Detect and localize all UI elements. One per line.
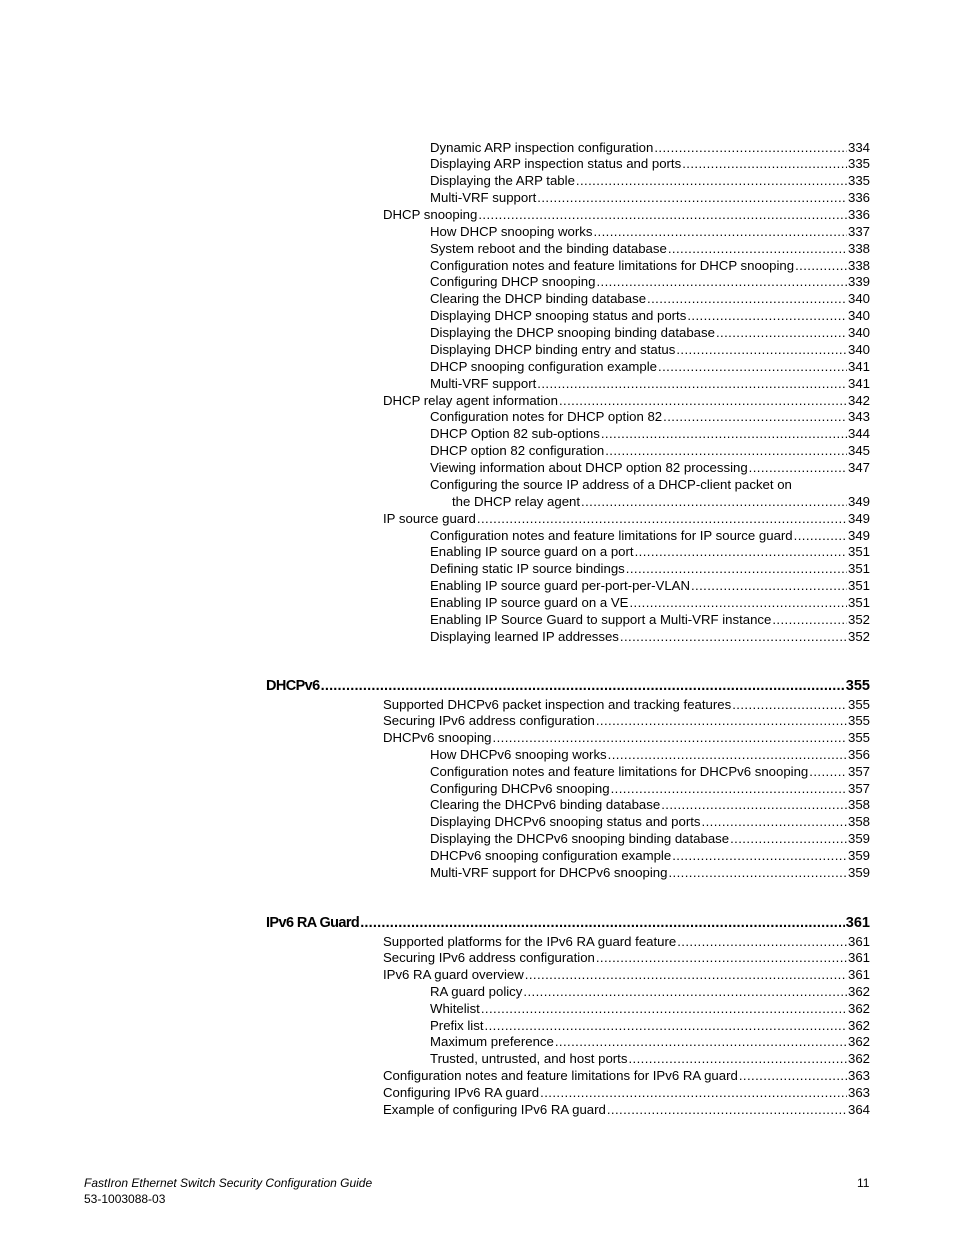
entry-page: 359 xyxy=(847,831,870,847)
toc-entry[interactable] xyxy=(430,864,870,881)
toc-entry[interactable] xyxy=(430,611,870,628)
toc-entry[interactable] xyxy=(430,763,870,780)
dot-leader xyxy=(749,459,847,476)
entry-title: Configuration notes and feature limitations for IPv6 RA guard xyxy=(383,1067,738,1083)
entry-title: Configuration notes and feature limitations for DHCP snooping xyxy=(430,257,795,273)
entry-title: Displaying the DHCPv6 snooping binding database xyxy=(430,831,730,847)
entry-page: 362 xyxy=(847,1051,870,1067)
entry-title: Displaying DHCP snooping status and ports xyxy=(430,308,687,324)
dot-leader xyxy=(607,1101,847,1118)
entry-title: Trusted, untrusted, and host ports xyxy=(430,1051,628,1067)
toc-entry[interactable] xyxy=(430,780,870,797)
entry-page: 361 xyxy=(847,950,870,966)
entry-page: 336 xyxy=(847,206,870,222)
footer-page-number: 11 xyxy=(857,1176,870,1190)
entry-title: RA guard policy xyxy=(430,983,523,999)
dot-leader xyxy=(493,729,847,746)
toc-entry[interactable] xyxy=(430,1017,870,1034)
dot-leader xyxy=(608,746,847,763)
toc-entry[interactable] xyxy=(430,358,870,375)
toc-entry[interactable] xyxy=(430,1033,870,1050)
entry-title: Securing IPv6 address configuration xyxy=(383,950,595,966)
entry-title: DHCP option 82 configuration xyxy=(430,443,605,459)
toc-entry[interactable] xyxy=(430,830,870,847)
toc-entry[interactable] xyxy=(383,206,870,223)
entry-title: Supported DHCPv6 packet inspection and tracking features xyxy=(383,696,732,712)
dot-leader xyxy=(481,1000,847,1017)
entry-title: Displaying the ARP table xyxy=(430,173,575,189)
dot-leader xyxy=(478,206,847,223)
entry-title: DHCP relay agent information xyxy=(383,392,558,408)
dot-leader xyxy=(626,560,847,577)
entry-page: 345 xyxy=(847,443,870,459)
entry-page: 361 xyxy=(847,933,870,949)
toc-entry[interactable] xyxy=(383,1101,870,1118)
entry-page: 363 xyxy=(847,1067,870,1083)
dot-leader xyxy=(593,223,847,240)
entry-page: 355 xyxy=(847,696,870,712)
entry-page: 355 xyxy=(847,730,870,746)
dot-leader xyxy=(559,392,847,409)
entry-page: 351 xyxy=(847,561,870,577)
entry-page: 340 xyxy=(847,308,870,324)
toc-entry[interactable] xyxy=(430,813,870,830)
toc-entry[interactable] xyxy=(430,560,870,577)
dot-leader xyxy=(635,543,847,560)
entry-title: Example of configuring IPv6 RA guard xyxy=(383,1101,606,1117)
dot-leader xyxy=(537,375,847,392)
toc-entry[interactable] xyxy=(430,189,870,206)
entry-page: 357 xyxy=(847,763,870,779)
toc-entry[interactable] xyxy=(430,847,870,864)
entry-title: Maximum preference xyxy=(430,1034,554,1050)
toc-entry[interactable] xyxy=(383,510,870,527)
toc-entry[interactable] xyxy=(430,628,870,645)
entry-title: Dynamic ARP inspection configuration xyxy=(430,139,654,155)
entry-title: Supported platforms for the IPv6 RA guard feature xyxy=(383,933,677,949)
entry-page: 358 xyxy=(847,814,870,830)
entry-page: 349 xyxy=(847,527,870,543)
entry-page: 336 xyxy=(847,190,870,206)
dot-leader xyxy=(321,677,845,695)
entry-page: 351 xyxy=(847,544,870,560)
entry-page: 351 xyxy=(847,578,870,594)
entry-title: Configuration notes for DHCP option 82 xyxy=(430,409,663,425)
dot-leader xyxy=(605,442,847,459)
entry-title: Displaying DHCPv6 snooping status and ports xyxy=(430,814,701,830)
toc-entry[interactable] xyxy=(430,375,870,392)
dot-leader xyxy=(676,341,847,358)
entry-title: the DHCP relay agent xyxy=(452,493,581,509)
entry-page: 335 xyxy=(847,156,870,172)
dot-leader xyxy=(647,290,847,307)
dot-leader xyxy=(360,914,845,932)
entry-title: Displaying learned IP addresses xyxy=(430,628,619,644)
entry-title: Enabling IP source guard on a VE xyxy=(430,594,629,610)
entry-title: Configuring IPv6 RA guard xyxy=(383,1084,540,1100)
toc-entry[interactable] xyxy=(430,324,870,341)
dot-leader xyxy=(654,139,847,156)
entry-page: 349 xyxy=(847,493,870,509)
chapter-page: 355 xyxy=(845,678,870,694)
entry-title: IP source guard xyxy=(383,510,476,526)
entry-title: Clearing the DHCPv6 binding database xyxy=(430,797,661,813)
toc-entry[interactable] xyxy=(430,223,870,240)
dot-leader xyxy=(809,763,847,780)
dot-leader xyxy=(601,425,847,442)
entry-title: Defining static IP source bindings xyxy=(430,561,625,577)
chapter-dhcpv6[interactable] xyxy=(266,677,870,695)
toc-entry[interactable] xyxy=(383,729,870,746)
dot-leader xyxy=(687,307,847,324)
entry-title: Enabling IP Source Guard to support a Multi-VRF instance xyxy=(430,611,772,627)
entry-title: Configuration notes and feature limitations for IP source guard xyxy=(430,527,793,543)
entry-title: Enabling IP source guard on a port xyxy=(430,544,634,560)
entry-page: 340 xyxy=(847,341,870,357)
entry-title: Configuration notes and feature limitations for DHCPv6 snooping xyxy=(430,763,809,779)
toc-entry[interactable] xyxy=(430,139,870,156)
entry-title: How DHCP snooping works xyxy=(430,223,593,239)
toc-entry[interactable]: Configuring the source IP address of a DHCP-client packet on xyxy=(430,476,792,492)
toc-entry[interactable] xyxy=(430,307,870,324)
entry-title: Enabling IP source guard per-port-per-VLAN xyxy=(430,578,690,594)
dot-leader xyxy=(620,628,847,645)
dot-leader xyxy=(596,949,847,966)
dot-leader xyxy=(668,240,847,257)
entry-page: 355 xyxy=(847,713,870,729)
entry-page: 351 xyxy=(847,594,870,610)
entry-page: 364 xyxy=(847,1101,870,1117)
dot-leader xyxy=(537,189,847,206)
toc-entry[interactable] xyxy=(430,425,870,442)
entry-page: 359 xyxy=(847,847,870,863)
dot-leader xyxy=(540,1084,847,1101)
entry-page: 338 xyxy=(847,257,870,273)
toc-entry[interactable] xyxy=(430,983,870,1000)
entry-title: Multi-VRF support for DHCPv6 snooping xyxy=(430,864,668,880)
dot-leader xyxy=(525,966,847,983)
entry-page: 362 xyxy=(847,1017,870,1033)
entry-title: Configuring DHCP snooping xyxy=(430,274,596,290)
entry-title: Whitelist xyxy=(430,1000,480,1016)
entry-page: 359 xyxy=(847,864,870,880)
toc-entry[interactable] xyxy=(383,696,870,713)
entry-page: 341 xyxy=(847,358,870,374)
toc-entry[interactable] xyxy=(430,273,870,290)
toc-entry[interactable] xyxy=(430,341,870,358)
dot-leader xyxy=(663,408,847,425)
toc-entry[interactable] xyxy=(430,527,870,544)
chapter-title: IPv6 RA Guard xyxy=(266,915,360,931)
entry-title: How DHCPv6 snooping works xyxy=(430,746,607,762)
entry-title: DHCPv6 snooping configuration example xyxy=(430,847,672,863)
toc-entry[interactable] xyxy=(430,543,870,560)
dot-leader xyxy=(677,933,847,950)
dot-leader xyxy=(596,712,847,729)
entry-page: 341 xyxy=(847,375,870,391)
entry-page: 362 xyxy=(847,1034,870,1050)
dot-leader xyxy=(596,273,847,290)
entry-page: 340 xyxy=(847,291,870,307)
toc-entry[interactable] xyxy=(430,459,870,476)
chapter-page: 361 xyxy=(845,915,870,931)
toc-entry[interactable] xyxy=(383,966,870,983)
toc-entry[interactable] xyxy=(430,442,870,459)
entry-page: 334 xyxy=(847,139,870,155)
toc-entry[interactable] xyxy=(430,172,870,189)
entry-page: 337 xyxy=(847,223,870,239)
dot-leader xyxy=(611,780,847,797)
toc-entry[interactable] xyxy=(430,1050,870,1067)
entry-page: 349 xyxy=(847,510,870,526)
dot-leader xyxy=(658,358,847,375)
entry-page: 362 xyxy=(847,983,870,999)
entry-page: 339 xyxy=(847,274,870,290)
toc-entry[interactable] xyxy=(430,155,870,172)
dot-leader xyxy=(661,796,847,813)
dot-leader xyxy=(795,257,847,274)
entry-title: Multi-VRF support xyxy=(430,375,537,391)
dot-leader xyxy=(485,1017,847,1034)
dot-leader xyxy=(581,493,847,510)
dot-leader xyxy=(739,1067,847,1084)
toc-entry[interactable] xyxy=(383,933,870,950)
entry-page: 335 xyxy=(847,173,870,189)
dot-leader xyxy=(576,172,847,189)
entry-page: 358 xyxy=(847,797,870,813)
dot-leader xyxy=(523,983,847,1000)
entry-page: 352 xyxy=(847,628,870,644)
entry-page: 338 xyxy=(847,240,870,256)
toc-entry[interactable] xyxy=(383,1067,870,1084)
toc-entry[interactable] xyxy=(430,577,870,594)
entry-title: Multi-VRF support xyxy=(430,190,537,206)
entry-title: DHCP snooping configuration example xyxy=(430,358,658,374)
dot-leader xyxy=(682,155,847,172)
toc-entry[interactable] xyxy=(383,1084,870,1101)
entry-page: 347 xyxy=(847,460,870,476)
entry-page: 344 xyxy=(847,426,870,442)
footer-doc-title: FastIron Ethernet Switch Security Configuration Guide xyxy=(84,1176,373,1190)
entry-title: Configuring DHCPv6 snooping xyxy=(430,780,610,796)
entry-title: Displaying the DHCP snooping binding database xyxy=(430,325,715,341)
entry-page: 362 xyxy=(847,1000,870,1016)
entry-page: 340 xyxy=(847,325,870,341)
toc-entry[interactable] xyxy=(430,240,870,257)
toc-entry[interactable] xyxy=(383,712,870,729)
dot-leader xyxy=(628,1050,847,1067)
dot-leader xyxy=(672,847,847,864)
dot-leader xyxy=(555,1033,847,1050)
dot-leader xyxy=(691,577,847,594)
footer-doc-number: 53-1003088-03 xyxy=(84,1192,166,1206)
entry-title: IPv6 RA guard overview xyxy=(383,967,524,983)
entry-page: 356 xyxy=(847,746,870,762)
entry-title: DHCP snooping xyxy=(383,206,478,222)
toc-entry[interactable] xyxy=(452,493,870,510)
entry-title: Clearing the DHCP binding database xyxy=(430,291,647,307)
dot-leader xyxy=(716,324,847,341)
dot-leader xyxy=(732,696,847,713)
entry-page: 361 xyxy=(847,967,870,983)
dot-leader xyxy=(794,527,847,544)
toc-entry[interactable] xyxy=(430,796,870,813)
chapter-ipv6-ra-guard[interactable] xyxy=(266,914,870,932)
entry-title: DHCPv6 snooping xyxy=(383,730,492,746)
entry-title: Securing IPv6 address configuration xyxy=(383,713,595,729)
toc-entry[interactable] xyxy=(430,408,870,425)
dot-leader xyxy=(702,813,847,830)
dot-leader xyxy=(730,830,847,847)
entry-page: 357 xyxy=(847,780,870,796)
dot-leader xyxy=(477,510,847,527)
entry-page: 342 xyxy=(847,392,870,408)
dot-leader xyxy=(668,864,847,881)
entry-page: 363 xyxy=(847,1084,870,1100)
entry-title: Prefix list xyxy=(430,1017,484,1033)
entry-title: Displaying DHCP binding entry and status xyxy=(430,341,676,357)
entry-page: 352 xyxy=(847,611,870,627)
toc-entry[interactable] xyxy=(430,594,870,611)
toc-entry[interactable] xyxy=(430,746,870,763)
toc-entry[interactable] xyxy=(430,1000,870,1017)
toc-entry[interactable] xyxy=(383,392,870,409)
entry-title: DHCP Option 82 sub-options xyxy=(430,426,600,442)
entry-title: System reboot and the binding database xyxy=(430,240,667,256)
dot-leader xyxy=(629,594,847,611)
toc-entry[interactable] xyxy=(430,257,870,274)
toc-entry[interactable] xyxy=(383,949,870,966)
chapter-title: DHCPv6 xyxy=(266,678,320,694)
entry-title: Viewing information about DHCP option 82 processing xyxy=(430,460,748,476)
toc-entry[interactable] xyxy=(430,290,870,307)
entry-title: Displaying ARP inspection status and ports xyxy=(430,156,682,172)
entry-page: 343 xyxy=(847,409,870,425)
dot-leader xyxy=(772,611,847,628)
